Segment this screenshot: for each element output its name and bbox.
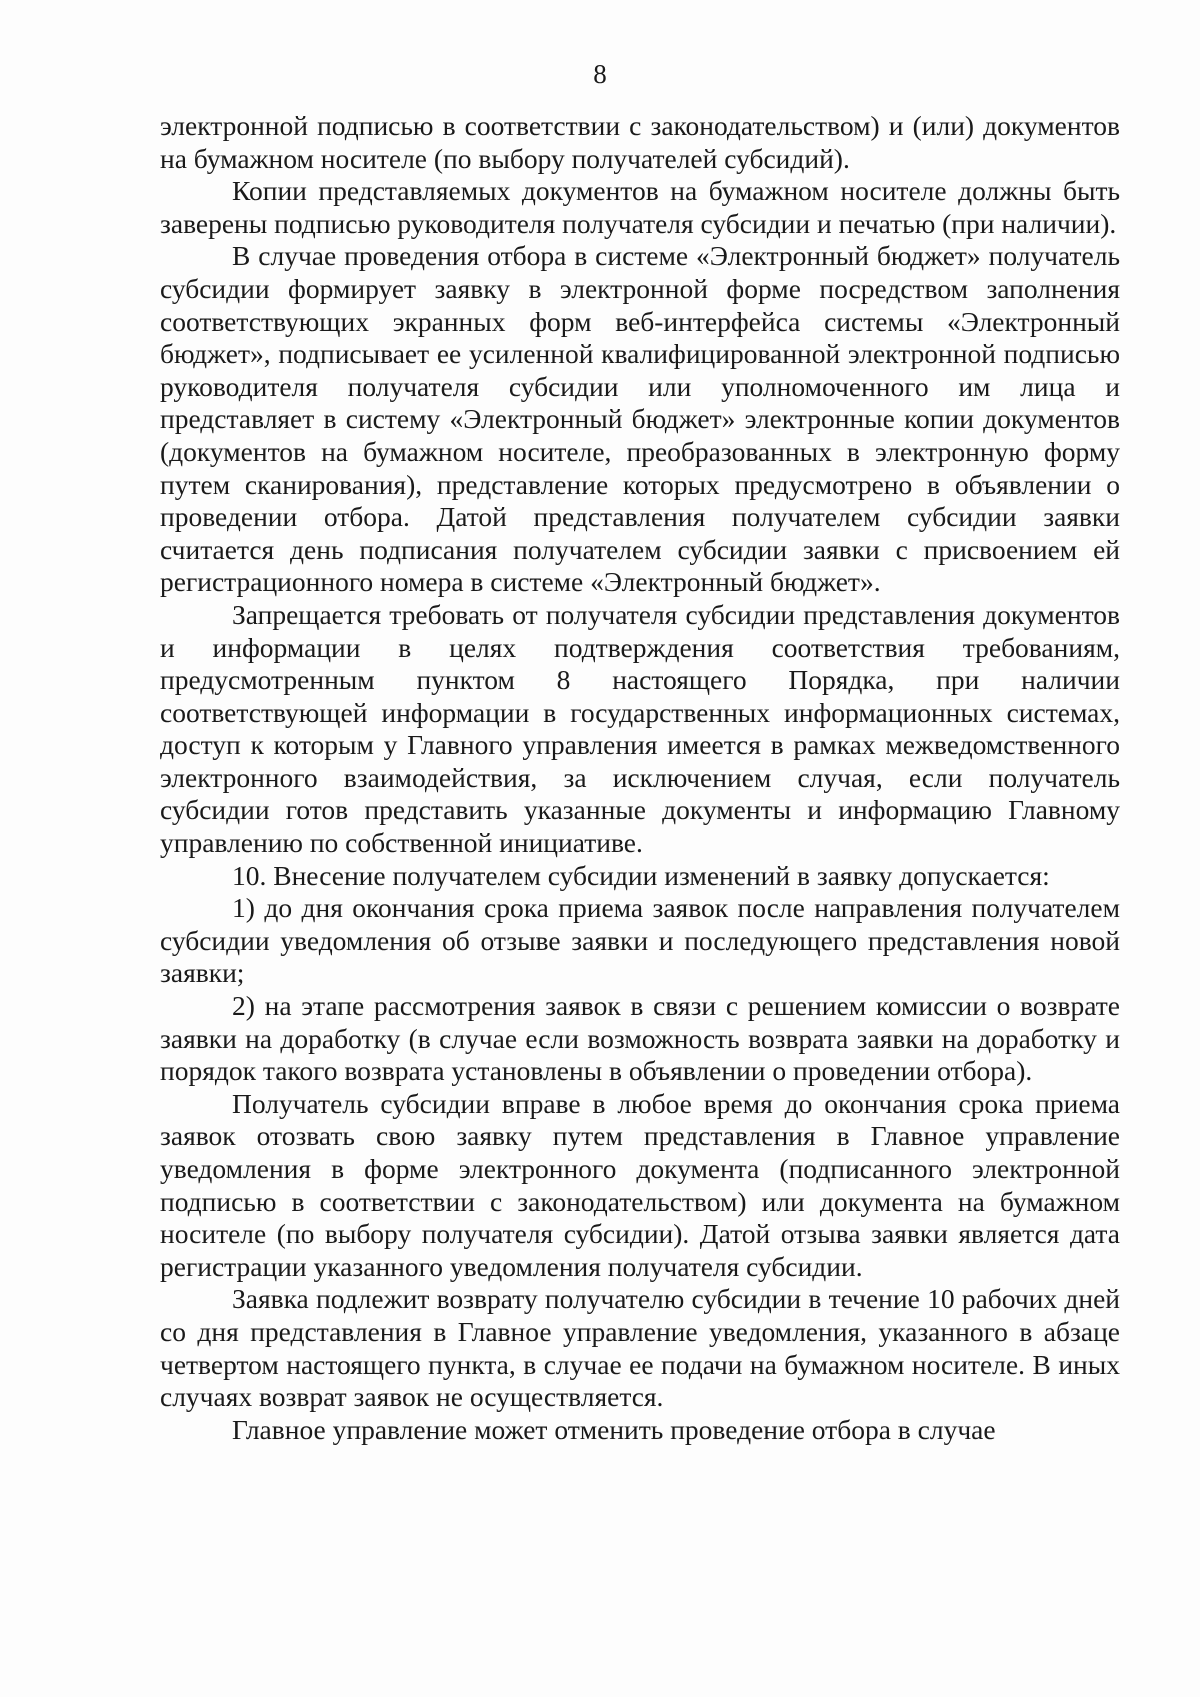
paragraph-electronic-budget: В случае проведения отбора в системе «Электронный бюджет» получатель субсидии формирует заявку в электронной форме посредством заполнения соответствующих экранных форм веб-интерфейса системы «Электронный бюджет», подписывает ее усиленной квалифицированной электронной подписью руководителя получателя субсидии или уполномоченного им лица и представляет в систему «Электронный бюджет» электронные копии документов (документов на бумажном носителе, преобразованных в электронную форму путем сканирования), представление которых предусмотрено в объявлении о проведении отбора. Датой представления получателем субсидии заявки считается день подписания получателем субсидии заявки с присвоением ей регистрационного номера в системе «Электронный бюджет». <box>160 240 1120 598</box>
paragraph-copies-certification: Копии представляемых документов на бумажном носителе должны быть заверены подписью руководителя получателя субсидии и печатью (при наличии). <box>160 175 1120 239</box>
paragraph-continuation: электронной подписью в соответствии с законодательством) и (или) документов на бумажном носителе (по выбору получателей субсидий). <box>160 110 1120 174</box>
document-body <box>160 110 1120 1446</box>
paragraph-subitem-1: 1) до дня окончания срока приема заявок после направления получателем субсидии уведомления об отзыве заявки и последующего представления новой заявки; <box>160 892 1120 989</box>
paragraph-return: Заявка подлежит возврату получателю субсидии в течение 10 рабочих дней со дня представления в Главное управление уведомления, указанного в абзаце четвертом настоящего пункта, в случае ее подачи на бумажном носителе. В иных случаях возврат заявок не осуществляется. <box>160 1283 1120 1413</box>
paragraph-cancellation: Главное управление может отменить проведение отбора в случае <box>232 1413 996 1445</box>
paragraph-subitem-2: 2) на этапе рассмотрения заявок в связи с решением комиссии о возврате заявки на доработку (в случае если возможность возврата заявки на доработку и порядок такого возврата установлены в объявлении о проведении отбора). <box>160 990 1120 1087</box>
paragraph-withdrawal: Получатель субсидии вправе в любое время до окончания срока приема заявок отозвать свою заявку путем представления в Главное управление уведомления в форме электронного документа (подписанного электронной подписью в соответствии с законодательством) или документа на бумажном носителе (по выбору получателя субсидии). Датой отзыва заявки является дата регистрации указанного уведомления получателя субсидии. <box>160 1087 1120 1282</box>
paragraph-prohibition: Запрещается требовать от получателя субсидии представления документов и информации в целях подтверждения соответствия требованиям, предусмотренным пунктом 8 настоящего Порядка, при наличии соответствующей информации в государственных информационных системах, доступ к которым у Главного управления имеется в рамках межведомственного электронного взаимодействия, за исключением случая, если получатель субсидии готов представить указанные документы и информацию Главному управлению по собственной инициативе. <box>160 598 1120 859</box>
page-number: 8 <box>593 59 607 89</box>
paragraph-item-10: 10. Внесение получателем субсидии изменений в заявку допускается: <box>232 859 1050 891</box>
